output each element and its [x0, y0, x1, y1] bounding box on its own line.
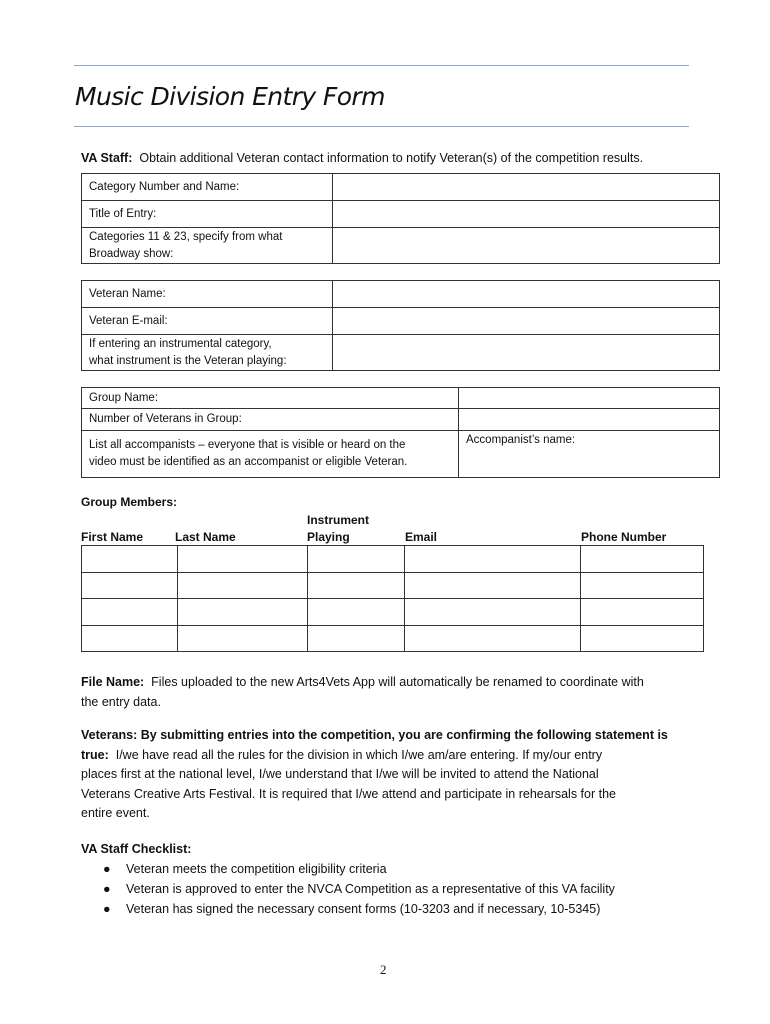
email-cell[interactable]	[405, 599, 581, 626]
first-name-cell[interactable]	[82, 546, 178, 573]
accompanists-instructions	[82, 431, 459, 478]
instrument-cell[interactable]	[308, 546, 405, 573]
veteran-email-field[interactable]	[333, 308, 720, 335]
file-name-paragraph	[81, 673, 644, 712]
group-members-title: Group Members:	[81, 495, 178, 509]
instrument-label-line1: If entering an instrumental category,	[89, 337, 272, 350]
table-row	[82, 409, 720, 431]
first-name-header: First Name	[81, 530, 144, 544]
first-name-cell[interactable]	[82, 625, 178, 652]
phone-cell[interactable]	[581, 599, 704, 626]
statement-line5: entire event.	[81, 806, 150, 820]
table-row	[82, 174, 720, 201]
va-staff-text: Obtain additional Veteran contact information to notify Veteran(s) of the competition results.	[139, 151, 644, 165]
instrument-header-line2: Playing	[307, 530, 350, 544]
accompanists-line1: List all accompanists – everyone that is visible or heard on the	[89, 439, 406, 451]
email-header: Email	[405, 530, 438, 544]
statement-line3: places first at the national level, I/we understand that I/we will be invited to attend the National	[81, 767, 599, 781]
list-item	[81, 879, 615, 899]
checklist-item-text: Veteran is approved to enter the NVCA Competition as a representative of this VA facility	[126, 882, 615, 896]
table-row	[82, 388, 720, 409]
instrument-cell[interactable]	[308, 599, 405, 626]
list-item	[81, 859, 615, 879]
checklist-title: VA Staff Checklist:	[81, 842, 192, 856]
first-name-cell[interactable]	[82, 599, 178, 626]
title-of-entry-field[interactable]	[333, 201, 720, 228]
va-staff-label: VA Staff:	[81, 151, 133, 165]
phone-cell[interactable]	[581, 625, 704, 652]
group-name-label: Group Name:	[82, 388, 459, 409]
phone-cell[interactable]	[581, 546, 704, 573]
page-title: Music Division Entry Form	[75, 82, 385, 111]
broadway-show-label-line2: Broadway show:	[89, 247, 174, 260]
entry-table	[81, 173, 720, 264]
table-row	[82, 599, 704, 626]
statement-line1	[81, 726, 668, 746]
email-cell[interactable]	[405, 546, 581, 573]
group-members-table	[81, 545, 704, 652]
accompanist-name-field[interactable]	[459, 431, 720, 478]
table-row	[82, 546, 704, 573]
file-name-text: Files uploaded to the new Arts4Vets App will automatically be renamed to coordinate with	[151, 675, 644, 689]
file-name-line2: the entry data.	[81, 694, 161, 709]
file-name-label: File Name:	[81, 675, 145, 689]
phone-number-header: Phone Number	[581, 530, 667, 544]
bullet-icon: ●	[103, 882, 111, 896]
veteran-email-label: Veteran E-mail:	[82, 308, 333, 335]
instrument-cell[interactable]	[308, 572, 405, 599]
veteran-name-label: Veteran Name:	[82, 281, 333, 308]
statement-line2	[81, 746, 668, 766]
instrument-playing-header	[307, 512, 369, 546]
table-row	[82, 335, 720, 371]
checklist-item-text: Veteran meets the competition eligibility criteria	[126, 862, 387, 876]
table-row	[82, 201, 720, 228]
category-label: Category Number and Name:	[82, 174, 333, 201]
table-row	[82, 228, 720, 264]
veteran-name-field[interactable]	[333, 281, 720, 308]
statement-bold-text: Veterans: By submitting entries into the competition, you are confirming the following statement is	[81, 728, 668, 742]
table-row	[82, 308, 720, 335]
bullet-icon: ●	[103, 902, 111, 916]
checklist	[81, 859, 615, 919]
instrument-header-line1: Instrument	[307, 513, 370, 527]
phone-cell[interactable]	[581, 572, 704, 599]
title-underline	[74, 126, 689, 127]
group-table	[81, 387, 720, 478]
statement-line4: Veterans Creative Arts Festival. It is required that I/we attend and participate in rehearsals for the	[81, 786, 616, 801]
accompanists-line2: video must be identified as an accompanist or eligible Veteran.	[89, 456, 408, 468]
list-item	[81, 899, 615, 919]
last-name-cell[interactable]	[178, 546, 308, 573]
last-name-cell[interactable]	[178, 599, 308, 626]
last-name-header: Last Name	[175, 530, 236, 544]
category-field[interactable]	[333, 174, 720, 201]
email-cell[interactable]	[405, 625, 581, 652]
email-cell[interactable]	[405, 572, 581, 599]
number-of-veterans-field[interactable]	[459, 409, 720, 431]
instrument-label-line2: what instrument is the Veteran playing:	[89, 354, 287, 367]
instrument-label	[82, 335, 333, 371]
last-name-cell[interactable]	[178, 572, 308, 599]
group-name-field[interactable]	[459, 388, 720, 409]
broadway-show-field[interactable]	[333, 228, 720, 264]
instrument-field[interactable]	[333, 335, 720, 371]
accompanist-name-label: Accompanist’s name:	[466, 434, 576, 446]
table-row	[82, 281, 720, 308]
title-of-entry-label: Title of Entry:	[82, 201, 333, 228]
broadway-show-label-line1: Categories 11 & 23, specify from what	[89, 230, 283, 243]
first-name-cell[interactable]	[82, 572, 178, 599]
top-rule	[74, 65, 689, 66]
veterans-statement	[81, 726, 668, 824]
bullet-icon: ●	[103, 862, 111, 876]
page-number: 2	[380, 962, 387, 977]
broadway-show-label	[82, 228, 333, 264]
table-row	[82, 625, 704, 652]
last-name-cell[interactable]	[178, 625, 308, 652]
va-staff-note	[81, 149, 643, 169]
number-of-veterans-label: Number of Veterans in Group:	[82, 409, 459, 431]
checklist-item-text: Veteran has signed the necessary consent forms (10-3203 and if necessary, 10-5345)	[126, 902, 601, 916]
table-row	[82, 431, 720, 478]
table-row	[82, 572, 704, 599]
file-name-line1	[81, 673, 644, 693]
statement-line2-text: I/we have read all the rules for the division in which I/we am/are entering. If my/our entry	[115, 747, 603, 762]
instrument-cell[interactable]	[308, 625, 405, 652]
veteran-table	[81, 280, 720, 371]
statement-true-label: true:	[81, 747, 109, 762]
